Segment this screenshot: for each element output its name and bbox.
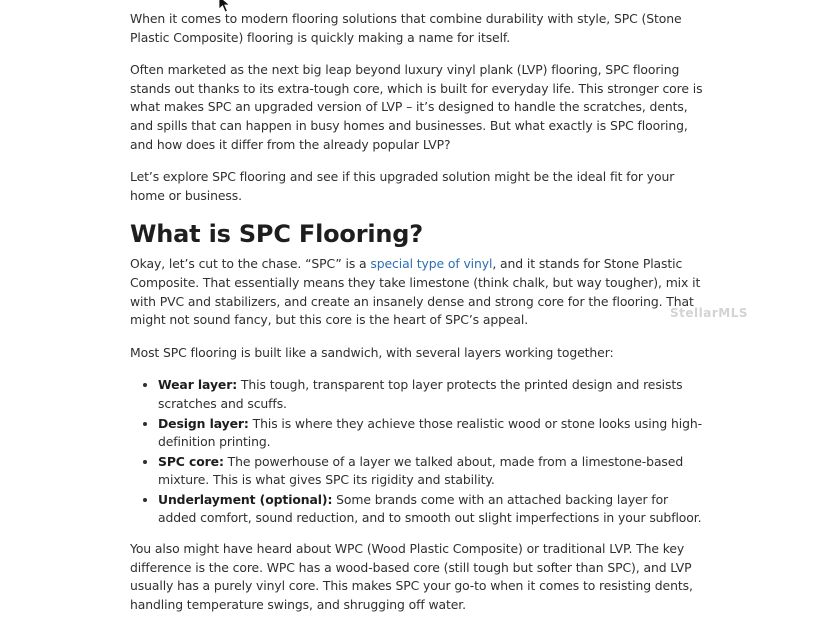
section-heading: What is SPC Flooring?: [130, 220, 423, 249]
list-item-term: Wear layer:: [158, 377, 238, 393]
list-item: [158, 376, 705, 413]
list-item-term: Design layer:: [158, 415, 249, 431]
list-item-text: Some brands come with an attached backing layer for added comfort, sound reduction, and to smooth out slight imperfections in your subfloor.: [158, 491, 702, 526]
watermark: StellarMLS: [670, 306, 748, 320]
layers-intro-paragraph: Most SPC flooring is built like a sandwich, with several layers working together:: [130, 344, 614, 360]
list-item: [158, 491, 705, 528]
intro-paragraph-1: When it comes to modern flooring solutions that combine durability with style, SPC (Stone Plastic Composite) flooring is quickly making a name for itself.: [130, 11, 682, 45]
list-item-text: The powerhouse of a layer we talked about, made from a limestone-based mixture. This is what gives SPC its rigidity and stability.: [158, 453, 684, 488]
list-item: [158, 415, 705, 452]
list-item-text: This is where they achieve those realistic wood or stone looks using high-definition printing.: [158, 415, 702, 450]
list-item: [158, 453, 705, 490]
special-type-of-vinyl-link[interactable]: special type of vinyl: [370, 256, 493, 272]
definition-paragraph: [130, 255, 705, 329]
article-body: [130, 10, 705, 628]
list-item-term: SPC core:: [158, 453, 224, 469]
layers-list: [130, 376, 705, 528]
intro-paragraph-2: Often marketed as the next big leap beyond luxury vinyl plank (LVP) flooring, SPC flooring stands out thanks to its extra-tough core, which is built for everyday life. This stronger core is what makes SPC an upgraded version of LVP – it’s designed to handle the scratches, dents, and spills that can happen in busy homes and businesses. But what exactly is SPC flooring, and how does it differ from the already popular LVP?: [130, 62, 703, 152]
definition-text-end: , and it stands for Stone Plastic Composite. That essentially means they take limestone (think chalk, but way tougher), mix it with PVC and stabilizers, and create an insanely dense and strong core for the flooring. That might not sound fancy, but this core is the heart of SPC’s appeal.: [130, 256, 701, 328]
list-item-text: This tough, transparent top layer protects the printed design and resists scratches and scuffs.: [158, 377, 683, 411]
list-item-term: Underlayment (optional):: [158, 491, 333, 507]
definition-text-start: Okay, let’s cut to the chase. “SPC” is a: [130, 256, 371, 272]
intro-paragraph-3: Let’s explore SPC flooring and see if this upgraded solution might be the ideal fit for your home or business.: [130, 169, 675, 203]
comparison-paragraph: You also might have heard about WPC (Wood Plastic Composite) or traditional LVP. The key difference is the core. WPC has a wood-based core (still tough but softer than SPC), and LVP usually has a purely vinyl core. This makes SPC your go-to when it comes to resisting dents, handling temperature swings, and shrugging off water.: [130, 541, 693, 612]
